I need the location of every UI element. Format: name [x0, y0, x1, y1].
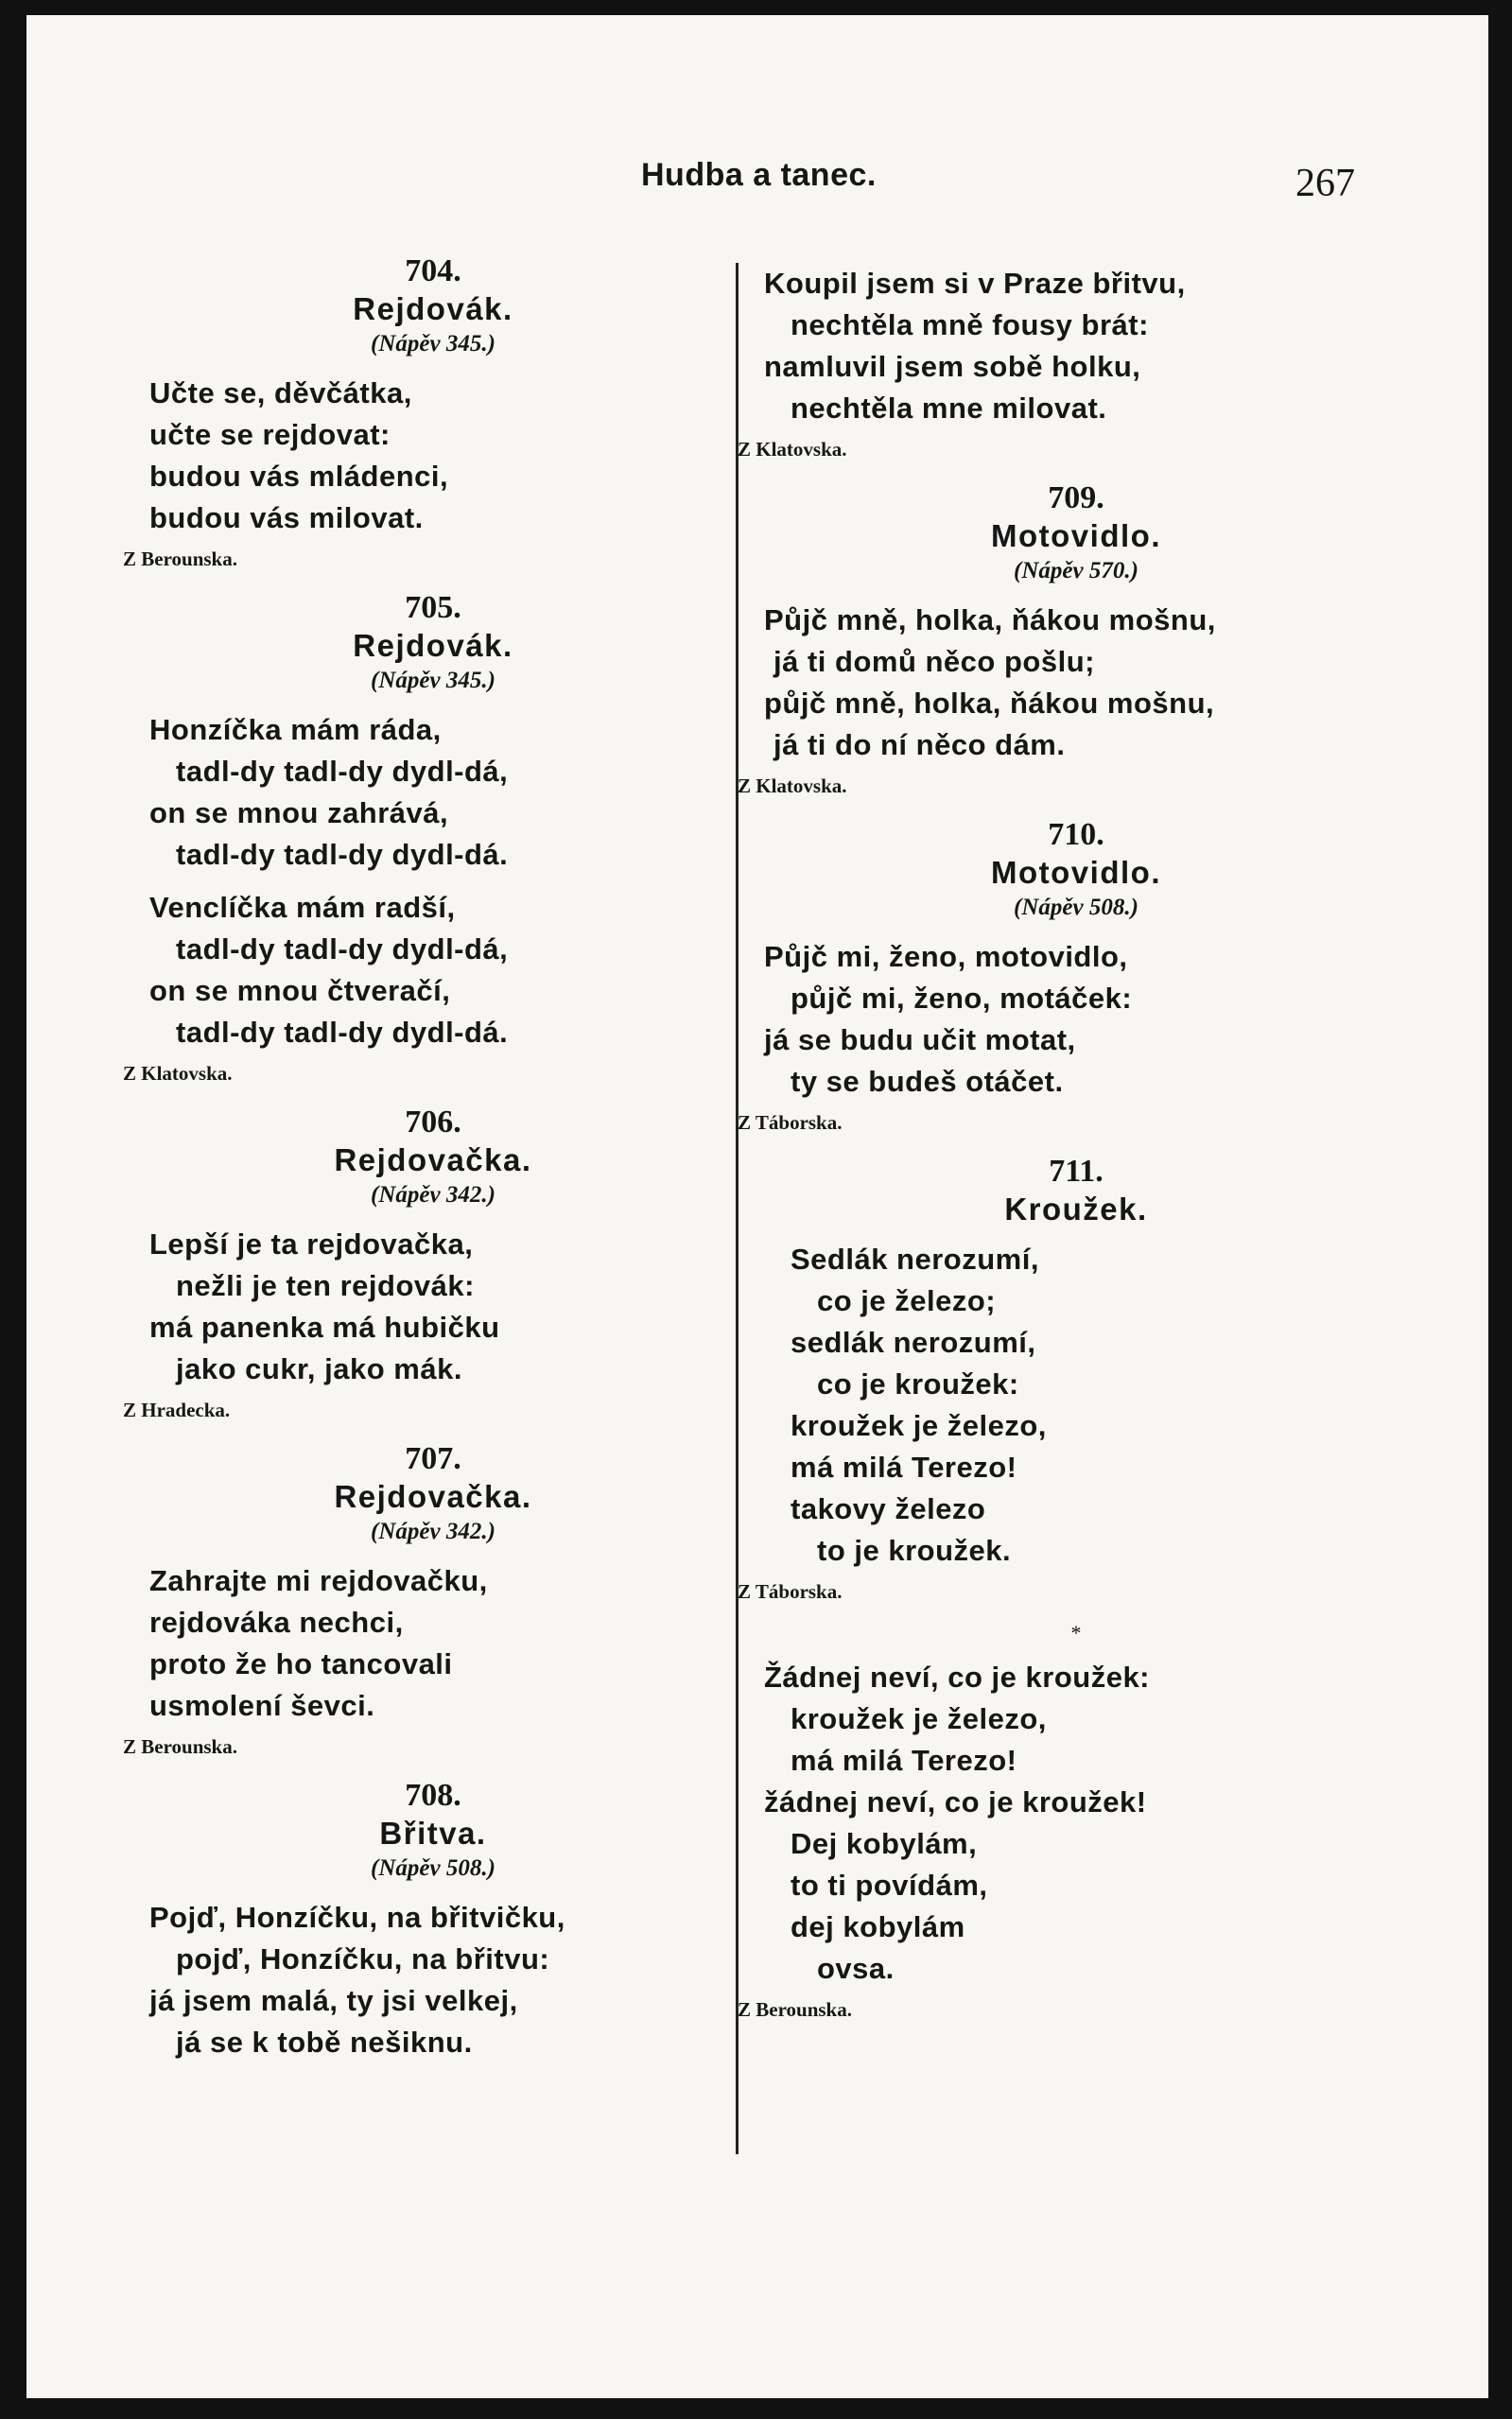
verse-line: má milá Terezo! — [791, 1451, 1017, 1484]
verse-line: Půjč mně, holka, ňákou mošnu, — [764, 603, 1216, 636]
verse-line: tadl-dy tadl-dy dydl-dá, — [176, 932, 509, 966]
song-title: Kroužek. — [1004, 1192, 1148, 1227]
verse-line: učte se rejdovat: — [149, 418, 391, 451]
stanza — [149, 709, 717, 876]
verse-line: Učte se, děvčátka, — [149, 376, 412, 409]
verse-line: já se k tobě nešiknu. — [176, 2026, 473, 2059]
song-entry — [738, 1152, 1388, 1606]
song-title: Rejdovák. — [353, 628, 513, 663]
song-entry — [149, 1776, 717, 2063]
verse-line: já jsem malá, ty jsi velkej, — [149, 1984, 518, 2017]
left-column — [123, 252, 717, 2069]
stanza — [764, 600, 1388, 766]
verse-line: co je kroužek: — [817, 1367, 1019, 1401]
verse-line: co je železo; — [817, 1284, 997, 1317]
stanza — [149, 1897, 717, 2063]
column-divider — [736, 263, 739, 2154]
verse-line: žádnej neví, co je kroužek! — [764, 1785, 1147, 1819]
verse-line: nechtěla mně fousy brát: — [791, 308, 1149, 341]
verse-line: Zahrajte mi rejdovačku, — [149, 1564, 488, 1597]
verse-line: Lepší je ta rejdovačka, — [149, 1227, 474, 1261]
song-entry — [738, 1621, 1388, 2024]
verse-line: budou vás milovat. — [149, 501, 424, 534]
region-source: Z Berounska. — [123, 548, 237, 570]
region-source: Z Klatovska. — [738, 774, 847, 797]
song-number: 707. — [405, 1441, 461, 1476]
verse-line: Sedlák nerozumí, — [791, 1243, 1039, 1276]
verse-line: kroužek je železo, — [791, 1702, 1047, 1735]
song-number: 710. — [1048, 817, 1104, 852]
verse-line: půjč mně, holka, ňákou mošnu, — [764, 687, 1215, 720]
verse-line: tadl-dy tadl-dy dydl-dá. — [176, 1016, 509, 1049]
verse-line: proto že ho tancovali — [149, 1647, 453, 1680]
verse-line: nežli je ten rejdovák: — [176, 1269, 475, 1302]
song-title: Břitva. — [379, 1816, 487, 1851]
verse-line: takovy železo — [791, 1492, 986, 1525]
stanza — [764, 263, 1388, 429]
verse-line: Koupil jsem si v Praze břitvu, — [764, 267, 1186, 300]
song-number: 705. — [405, 590, 461, 625]
verse-line: to ti povídám, — [791, 1869, 988, 1902]
stanza — [149, 1224, 717, 1390]
verse-line: nechtěla mne milovat. — [791, 392, 1107, 425]
region-source: Z Klatovska. — [738, 438, 847, 461]
verse-line: já ti domů něco pošlu; — [773, 645, 1095, 678]
verse-line: kroužek je železo, — [791, 1409, 1047, 1442]
region-source: Z Táborska. — [738, 1580, 843, 1603]
tune-reference: (Nápěv 342.) — [371, 1182, 495, 1208]
stanza — [764, 1657, 1388, 1990]
tune-reference: (Nápěv 345.) — [371, 331, 495, 357]
stanza — [149, 373, 717, 539]
region-source: Z Hradecka. — [123, 1399, 231, 1421]
tune-reference: (Nápěv 570.) — [1014, 558, 1138, 583]
verse-line: má milá Terezo! — [791, 1744, 1017, 1777]
song-entry — [738, 263, 1388, 463]
verse-line: Žádnej neví, co je kroužek: — [764, 1661, 1151, 1694]
song-entry — [738, 479, 1388, 800]
song-entry — [123, 1103, 717, 1424]
song-title: Motovidlo. — [991, 518, 1161, 553]
page-header — [26, 157, 1412, 204]
song-title: Rejdovačka. — [334, 1142, 532, 1177]
region-source: Z Táborska. — [738, 1111, 843, 1134]
verse-line: budou vás mládenci, — [149, 460, 449, 493]
verse-line: ty se budeš otáčet. — [791, 1065, 1064, 1098]
stanza — [764, 1239, 1388, 1572]
page-number: 267 — [1295, 162, 1355, 205]
verse-line: Pojď, Honzíčku, na břitvičku, — [149, 1901, 565, 1934]
verse-line: dej kobylám — [791, 1910, 965, 1943]
tune-reference: (Nápěv 508.) — [1014, 895, 1138, 920]
verse-line: Venclíčka mám radší, — [149, 891, 456, 924]
verse-line: já se budu učit motat, — [764, 1023, 1076, 1056]
verse-line: tadl-dy tadl-dy dydl-dá. — [176, 838, 509, 871]
region-source: Z Berounska. — [738, 1998, 852, 2021]
song-number: 706. — [405, 1105, 461, 1140]
verse-line: ovsa. — [817, 1952, 895, 1985]
verse-line: Honzíčka mám ráda, — [149, 713, 442, 746]
verse-line: rejdováka nechci, — [149, 1606, 404, 1639]
right-column — [738, 252, 1388, 2039]
tune-reference: (Nápěv 508.) — [371, 1855, 495, 1881]
song-entry — [738, 815, 1388, 1137]
song-number: 709. — [1048, 480, 1104, 515]
stanza — [764, 936, 1388, 1103]
verse-line: usmolení ševci. — [149, 1689, 375, 1722]
verse-line: pojď, Honzíčku, na břitvu: — [176, 1942, 550, 1975]
region-source: Z Klatovska. — [123, 1062, 233, 1085]
tune-reference: (Nápěv 342.) — [371, 1519, 495, 1544]
song-title: Rejdovačka. — [334, 1479, 532, 1514]
stanza — [149, 887, 717, 1053]
song-title: Motovidlo. — [991, 855, 1161, 890]
section-star: * — [1070, 1621, 1082, 1645]
song-number: 708. — [405, 1778, 461, 1813]
verse-line: sedlák nerozumí, — [791, 1326, 1036, 1359]
verse-line: on se mnou zahrává, — [149, 796, 449, 829]
verse-line: to je kroužek. — [817, 1534, 1012, 1567]
song-number: 711. — [1049, 1154, 1104, 1189]
verse-line: jako cukr, jako mák. — [176, 1352, 462, 1385]
verse-line: půjč mi, ženo, motáček: — [791, 982, 1133, 1015]
song-entry — [123, 1439, 717, 1761]
running-title: Hudba a tanec. — [641, 157, 877, 193]
song-title: Rejdovák. — [353, 291, 513, 326]
verse-line: já ti do ní něco dám. — [773, 728, 1066, 761]
book-page — [26, 15, 1488, 2398]
verse-line: Půjč mi, ženo, motovidlo, — [764, 940, 1128, 973]
tune-reference: (Nápěv 345.) — [371, 668, 495, 693]
verse-line: on se mnou čtveračí, — [149, 974, 451, 1007]
song-entry — [123, 588, 717, 1088]
song-entry — [123, 252, 717, 573]
region-source: Z Berounska. — [123, 1735, 237, 1758]
verse-line: namluvil jsem sobě holku, — [764, 350, 1141, 383]
verse-line: tadl-dy tadl-dy dydl-dá, — [176, 755, 509, 788]
verse-line: Dej kobylám, — [791, 1827, 978, 1860]
stanza — [149, 1560, 717, 1727]
verse-line: má panenka má hubičku — [149, 1311, 500, 1344]
song-number: 704. — [405, 253, 461, 288]
